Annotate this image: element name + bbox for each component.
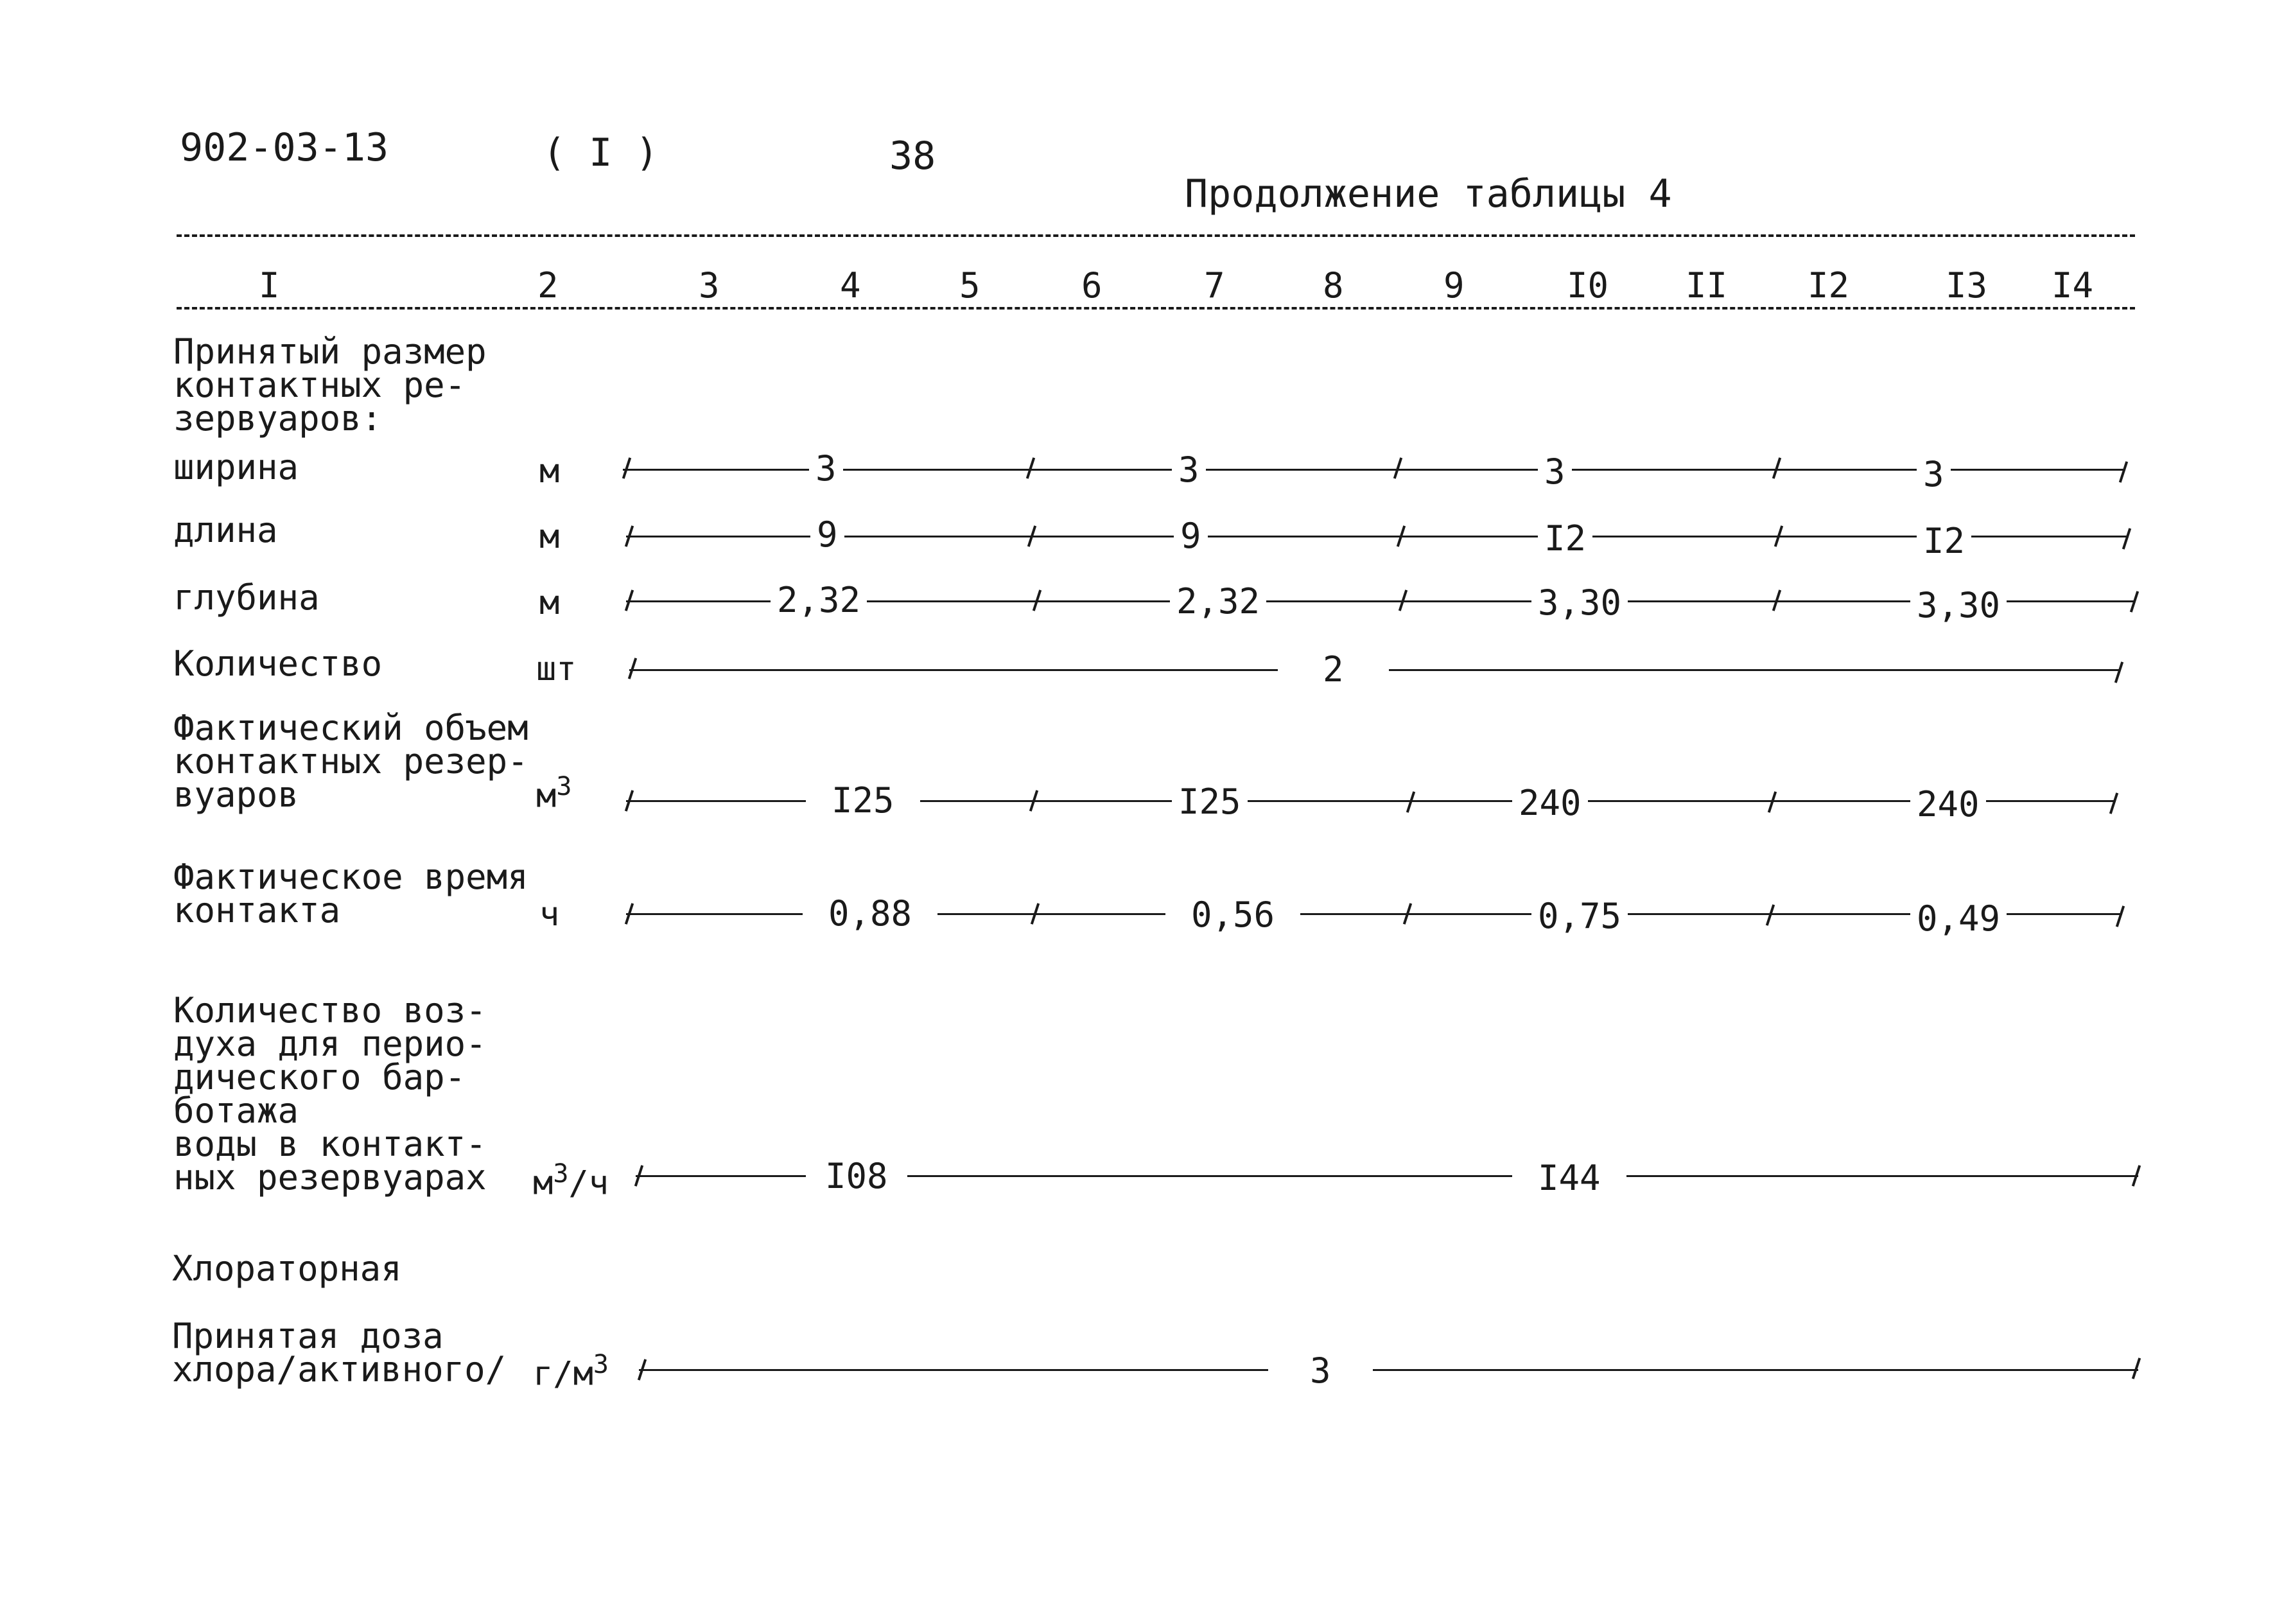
unit-base: м (533, 1164, 553, 1203)
value-air-quantity: I44 (1512, 1161, 1626, 1196)
span-tick (1768, 791, 1777, 813)
unit-base: м (536, 776, 557, 816)
unit-tail: /ч (568, 1164, 609, 1203)
value-actual-volume: 240 (1512, 786, 1588, 821)
value-length: I2 (1538, 521, 1592, 556)
span-line (623, 469, 2125, 471)
span-tick (1026, 457, 1035, 479)
header-rule-top (177, 234, 2135, 237)
span-tick (1772, 457, 1781, 479)
span-tick (628, 658, 637, 679)
value-contact-time: 0,56 (1165, 898, 1300, 932)
value-width: 3 (1538, 455, 1572, 489)
row-label-width: ширина (173, 447, 299, 487)
row-label-length: длина (173, 510, 278, 550)
value-width: 3 (809, 451, 843, 486)
value-width: 3 (1172, 453, 1206, 487)
row-unit-width: м (539, 452, 560, 491)
value-length: I2 (1917, 524, 1971, 559)
column-number: I2 (1808, 265, 1850, 306)
column-number: 6 (1081, 265, 1103, 306)
span-tick (2122, 528, 2131, 550)
document-code: 902-03-13 (180, 125, 389, 170)
unit-superscript: 3 (553, 1159, 569, 1189)
row-label-actual-volume: Фактический объем контактных резер- вуаров (173, 708, 528, 815)
header-rule-bottom (177, 307, 2135, 310)
table-caption: Продолжение таблицы 4 (1185, 171, 1672, 216)
value-quantity: 2 (1278, 652, 1389, 687)
row-unit-length: м (539, 518, 560, 556)
row-label-quantity: Количество (173, 643, 383, 684)
value-width: 3 (1917, 457, 1951, 492)
span-line (639, 1369, 2138, 1371)
unit-superscript: 3 (556, 772, 572, 801)
row-unit-air-quantity (533, 1159, 609, 1203)
value-length: 9 (1174, 519, 1208, 554)
value-actual-volume: 240 (1910, 787, 1986, 822)
value-chlorine-dose: 3 (1268, 1354, 1373, 1388)
column-number: 8 (1323, 265, 1344, 306)
span-line (626, 536, 2129, 537)
span-tick (2114, 661, 2123, 683)
value-contact-time: 0,49 (1910, 902, 2007, 936)
span-tick (2109, 792, 2118, 814)
column-number: I3 (1946, 265, 1988, 306)
column-number: 7 (1204, 265, 1225, 306)
row-label-contact-time: Фактическое время контакта (173, 857, 528, 930)
column-number: 3 (699, 265, 720, 306)
row-unit-quantity: шт (536, 650, 577, 688)
row-label-depth: глубина (173, 577, 320, 618)
column-number: 2 (537, 265, 559, 306)
row-label-chlorine-dose: Принятая доза хлора/активного/ (172, 1316, 507, 1390)
span-tick (1393, 457, 1402, 479)
value-air-quantity: I08 (806, 1159, 907, 1194)
unit-superscript: 3 (593, 1350, 609, 1379)
span-tick (2132, 1358, 2141, 1379)
value-contact-time: 0,88 (803, 896, 937, 931)
value-depth: 2,32 (1170, 584, 1266, 619)
row-unit-chlorine-dose (533, 1350, 609, 1393)
row-unit-actual-volume (536, 772, 572, 816)
value-depth: 3,30 (1910, 588, 2007, 623)
column-number: 9 (1443, 265, 1465, 306)
row-unit-contact-time: ч (539, 895, 560, 934)
value-depth: 2,32 (771, 583, 867, 618)
column-number: 5 (959, 265, 981, 306)
column-number: I (259, 265, 280, 306)
value-actual-volume: I25 (806, 783, 920, 818)
row-label-air-quantity: Количество воз- духа для перио- дического бар- ботажа воды в контакт- ных резервуарах (173, 990, 487, 1198)
span-tick (2119, 461, 2128, 483)
value-length: 9 (810, 518, 844, 552)
span-tick (1406, 791, 1415, 813)
value-contact-time: 0,75 (1531, 899, 1628, 934)
value-depth: 3,30 (1531, 586, 1628, 620)
section-label-chlorination: Хлораторная (172, 1248, 402, 1289)
row-label-accepted-size: Принятый размер контактных ре- зервуаров: (173, 331, 487, 439)
document-part: ( I ) (543, 130, 659, 175)
row-unit-depth: м (539, 584, 560, 622)
value-actual-volume: I25 (1172, 785, 1248, 819)
unit-base: г/м (533, 1354, 593, 1393)
page-number: 38 (889, 134, 936, 179)
column-number: I0 (1567, 265, 1609, 306)
column-number: I4 (2052, 265, 2094, 306)
span-tick (1766, 904, 1775, 926)
span-tick (622, 457, 631, 479)
span-tick (2116, 905, 2125, 927)
column-number: II (1686, 265, 1728, 306)
column-number: 4 (840, 265, 861, 306)
